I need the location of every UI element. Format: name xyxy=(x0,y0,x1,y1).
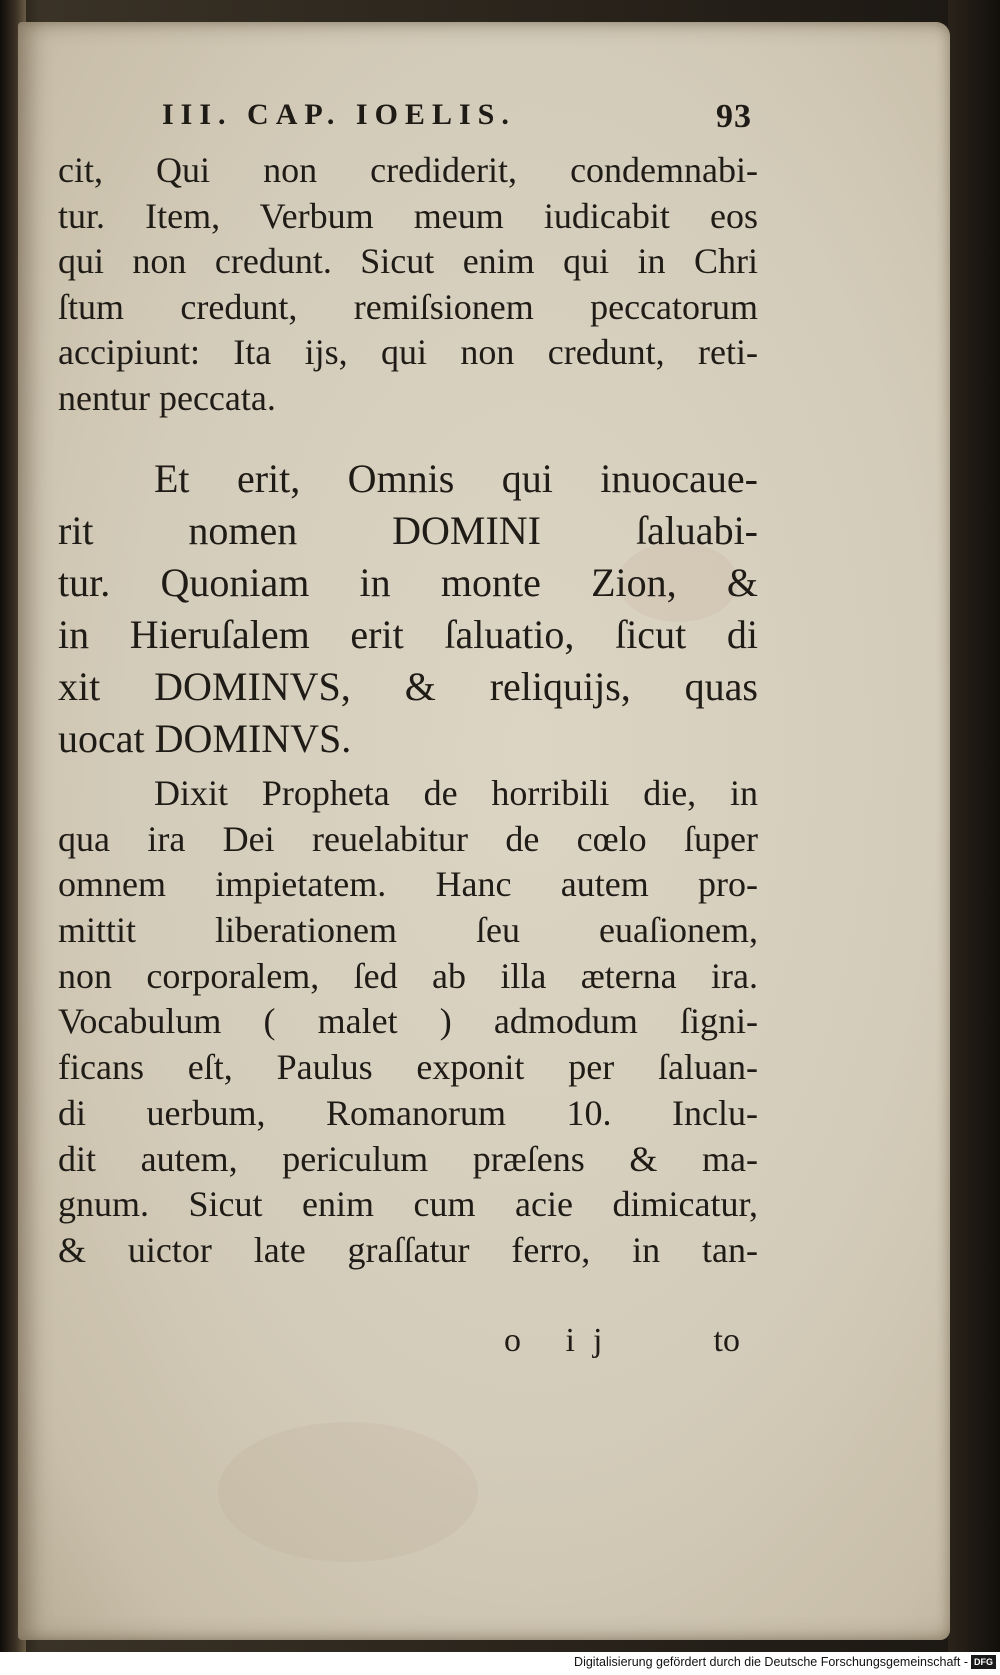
text-line: Vocabulum ( malet ) admodum ſigni- xyxy=(58,1001,758,1042)
text-line: accipiunt: Ita ijs, qui non credunt, reti- xyxy=(58,332,758,372)
text-line: di uerbum, Romanorum 10. Inclu- xyxy=(58,1092,758,1133)
dfg-logo: DFG xyxy=(971,1655,996,1669)
footer-credit: Digitalisierung gefördert durch die Deutsche Forschungsgemeinschaft - xyxy=(574,1655,968,1669)
text-line: cit, Qui non crediderit, condemnabi- xyxy=(58,150,758,190)
text-line: Et erit, Omnis qui inuocaue- xyxy=(154,456,758,501)
text-line: omnem impietatem. Hanc autem pro- xyxy=(58,864,758,905)
text-line: qui non credunt. Sicut enim qui in Chri xyxy=(58,241,758,281)
text-line: gnum. Sicut enim cum acie dimicatur, xyxy=(58,1184,758,1225)
text-block xyxy=(58,148,758,1274)
paragraph-1 xyxy=(58,148,758,421)
text-line: xit DOMINVS, & reliquijs, quas xyxy=(58,664,758,709)
text-line: & uictor late graſſatur ferro, in tan- xyxy=(58,1229,758,1270)
paper-stain xyxy=(218,1422,478,1562)
scripture-quote xyxy=(58,453,758,765)
running-head xyxy=(162,98,752,142)
running-title: III. CAP. IOELIS. xyxy=(162,98,516,131)
text-line: non corporalem, ſed ab illa æterna ira. xyxy=(58,955,758,996)
text-line: ſtum credunt, remiſsionem peccatorum xyxy=(58,286,758,327)
text-line: uocat DOMINVS. xyxy=(58,716,352,761)
signature-line xyxy=(480,1322,740,1368)
catchword: to xyxy=(713,1322,740,1359)
text-line: tur. Item, Verbum meum iudicabit eos xyxy=(58,195,758,236)
text-line: dit autem, periculum præſens & ma- xyxy=(58,1138,758,1179)
paragraph-3 xyxy=(58,771,758,1274)
text-line: ficans eſt, Paulus exponit per ſaluan- xyxy=(58,1047,758,1088)
signature-mark: o ij xyxy=(504,1322,621,1359)
text-line: Dixit Propheta de horribili die, in xyxy=(154,773,758,813)
text-line: nentur peccata. xyxy=(58,377,276,418)
text-line: mittit liberationem ſeu euaſionem, xyxy=(58,910,758,951)
footer-bar xyxy=(0,1652,1000,1675)
page-number: 93 xyxy=(716,98,752,135)
book-right-edge xyxy=(948,0,1000,1652)
text-line: rit nomen DOMINI ſaluabi- xyxy=(58,508,758,553)
text-line: qua ira Dei reuelabitur de cœlo ſuper xyxy=(58,818,758,859)
text-line: in Hieruſalem erit ſaluatio, ſicut di xyxy=(58,612,758,657)
text-line: tur. Quoniam in monte Zion, & xyxy=(58,560,758,605)
